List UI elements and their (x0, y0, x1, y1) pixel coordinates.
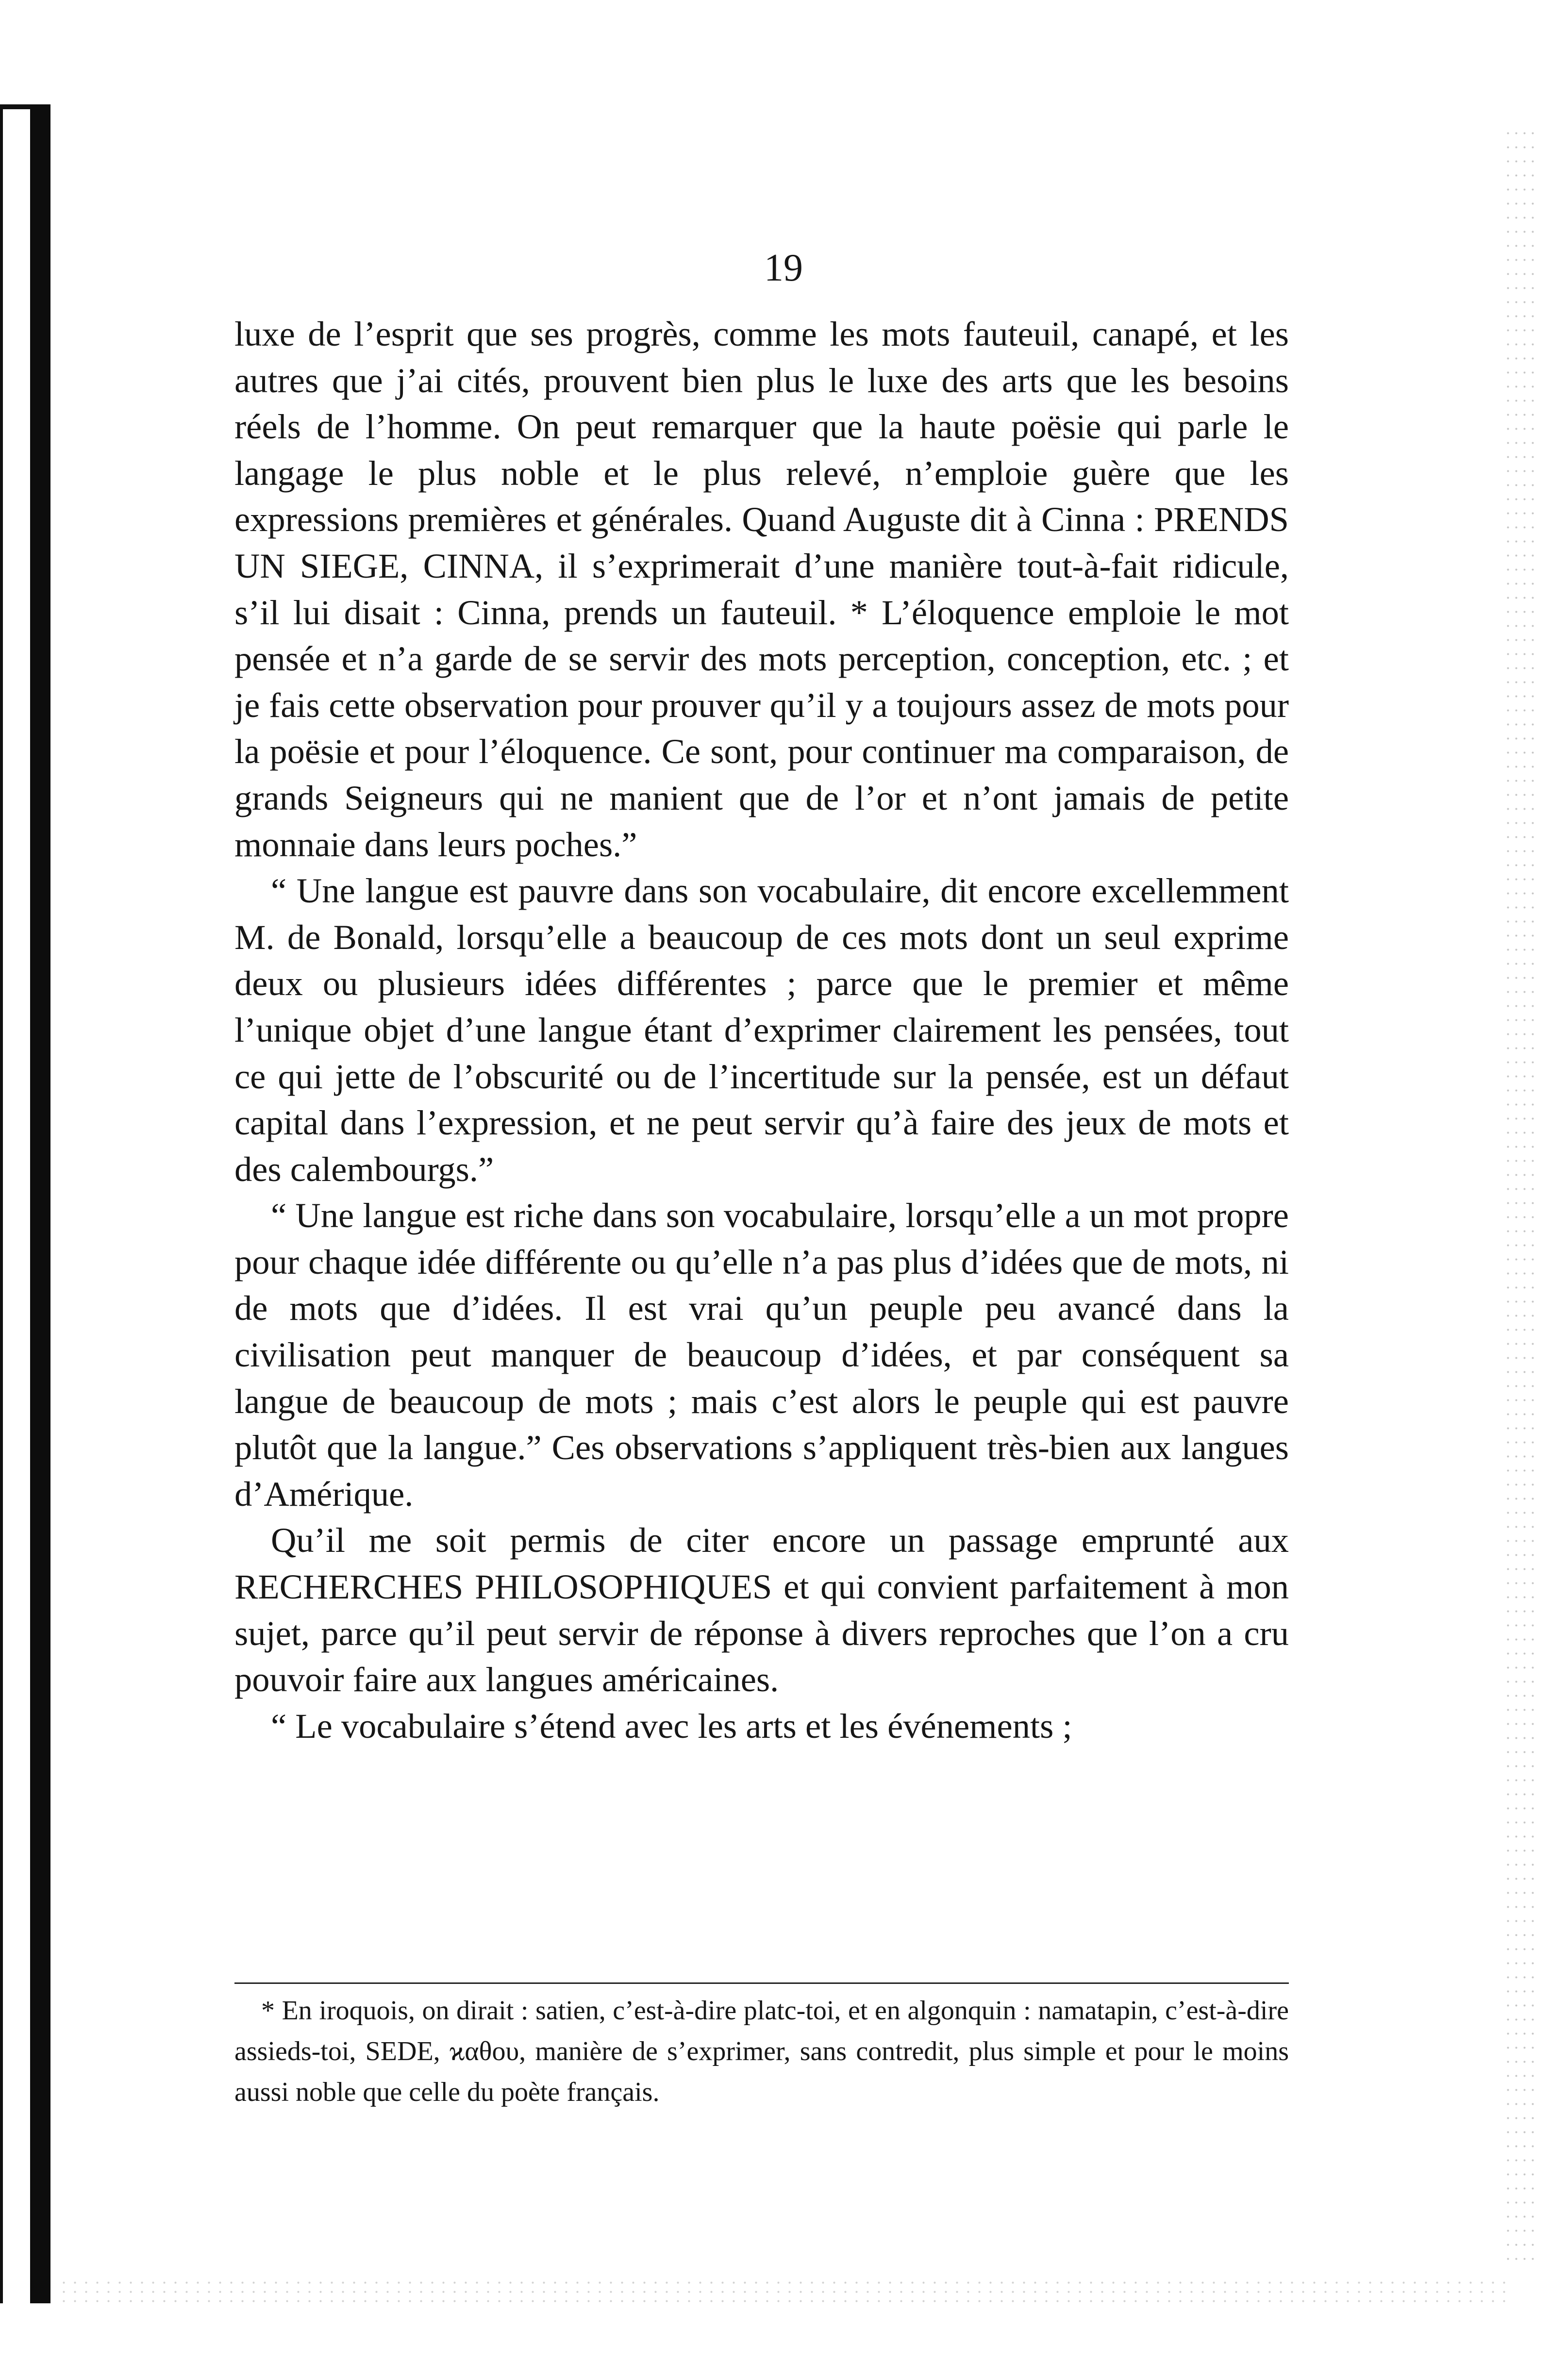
scan-bottom-noise (58, 2278, 1509, 2307)
footnote: * En iroquois, on dirait : satien, c’est-à-dire platc-toi, et en algonquin : namatapin, c’est-à-dire assieds-toi, SEDE, ϰαθου, manière de s’exprimer, sans contredit, plus simple et pour le moins aussi noble que celle du poète français. (234, 1996, 1289, 2107)
scan-binding-notch (3, 104, 30, 109)
paragraph-1: luxe de l’esprit que ses progrès, comme les mots fauteuil, canapé, et les autres que j’ai cités, prouvent bien plus le luxe des arts que les besoins réels de l’homme. On peut remarquer que la haute poësie qui parle le langage le plus noble et le plus relevé, n’emploie guère que les expressions premières et générales. Quand Auguste dit à Cinna : PRENDS UN SIEGE, CINNA, il s’exprimerait d’une manière tout-à-fait ridicule, s’il lui disait : Cinna, prends un fauteuil. * L’éloquence emploie le mot pensée et n’a garde de se servir des mots perception, conception, etc. ; et je fais cette observation pour prouver qu’il y a toujours assez de mots pour la poësie et pour l’éloquence. Ce sont, pour continuer ma comparaison, de grands Seigneurs qui ne manient que de l’or et n’ont jamais de petite monnaie dans leurs poches.” (234, 314, 1289, 864)
scan-binding-bar (30, 104, 50, 2303)
footnote-divider (234, 1982, 1289, 1984)
main-text (234, 311, 1289, 1749)
paragraph-4: Qu’il me soit permis de citer encore un passage emprunté aux RECHERCHES PHILOSOPHIQUES et qui convient parfaitement à mon sujet, parce qu’il peut servir de réponse à divers reproches que l’on a cru pouvoir faire aux langues américaines. (234, 1520, 1289, 1699)
paragraph-2: “ Une langue est pauvre dans son vocabulaire, dit encore excellemment M. de Bonald, lorsqu’elle a beaucoup de ces mots dont un seul exprime deux ou plusieurs idées différentes ; parce que le premier et même l’unique objet d’une langue étant d’exprimer clairement les pensées, tout ce qui jette de l’obscurité ou de l’incertitude sur la pensée, est un défaut capital dans l’expression, et ne peut servir qu’à faire des jeux de mots et des calembourgs.” (234, 871, 1289, 1189)
scan-binding-edge (0, 104, 3, 2303)
paragraph-3: “ Une langue est riche dans son vocabulaire, lorsqu’elle a un mot propre pour chaque idée différente ou qu’elle n’a pas plus d’idées que de mots, ni de mots que d’idées. Il est vrai qu’un peuple peu avancé dans la civilisation peut manquer de beaucoup d’idées, et par conséquent sa langue de beaucoup de mots ; mais c’est alors le peuple qui est pauvre plutôt que la langue.” Ces observations s’appliquent très-bien aux langues d’Amérique. (234, 1196, 1289, 1514)
scan-edge-noise (1504, 126, 1538, 2262)
paragraph-5: “ Le vocabulaire s’étend avec les arts et les événements ; (271, 1706, 1072, 1746)
page-number: 19 (764, 247, 803, 289)
